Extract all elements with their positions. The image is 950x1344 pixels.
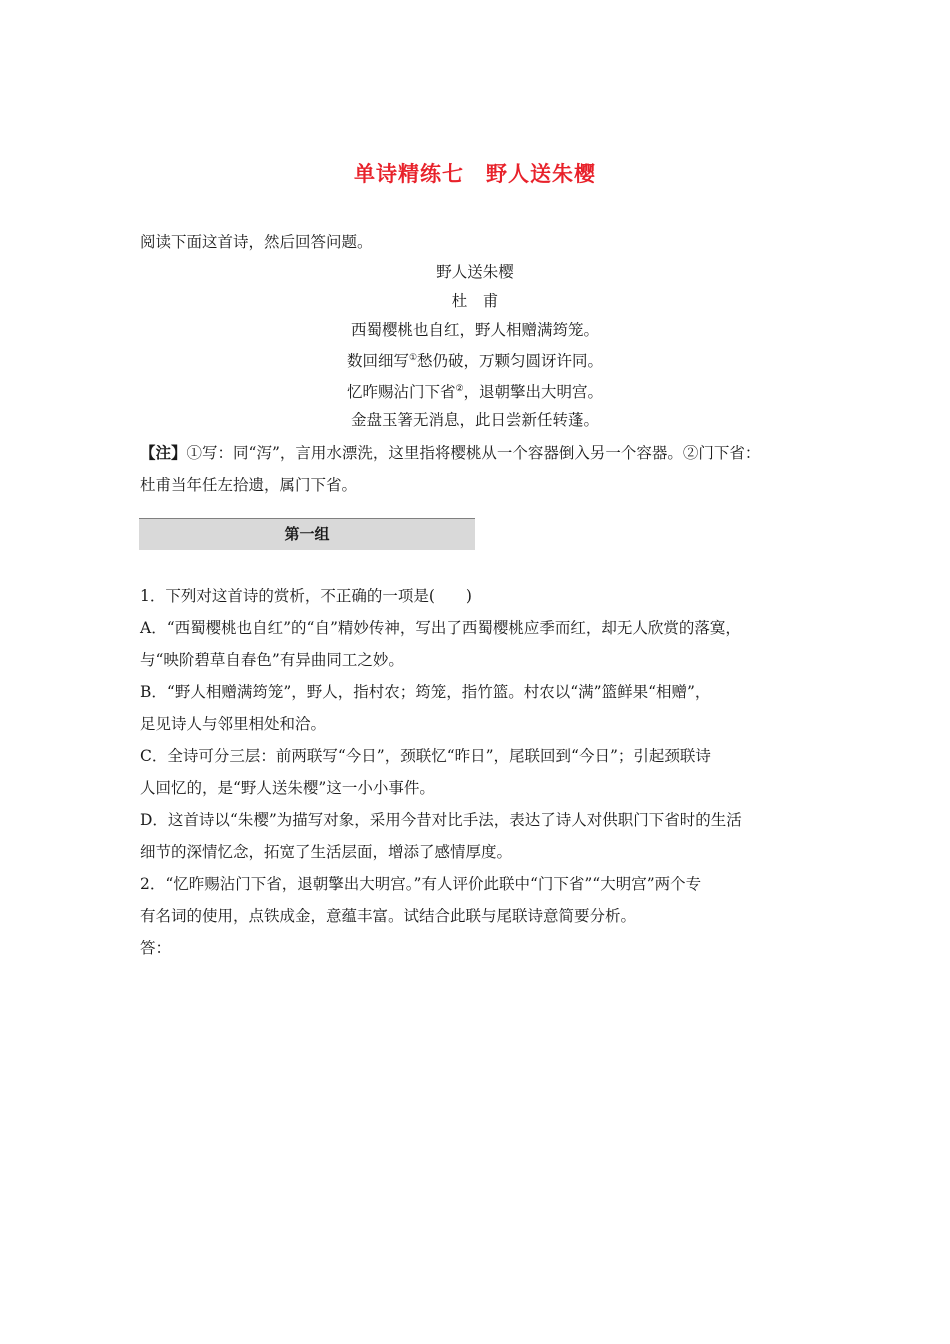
option-d: D．这首诗以“朱樱”为描写对象，采用今昔对比手法，表达了诗人对供职门下省时的生活 xyxy=(140,811,742,829)
question-2-cont: 有名词的使用，点铁成金，意蕴丰富。试结合此联与尾联诗意简要分析。 xyxy=(140,907,637,925)
note-tag: 【注】 xyxy=(140,443,187,462)
note-line: 【注】①写：同“泻”，言用水漂洗，这里指将樱桃从一个容器倒入另一个容器。②门下省： xyxy=(140,443,761,462)
note-line: 杜甫当年任左拾遗，属门下省。 xyxy=(140,476,358,494)
poem-line: 金盘玉箸无消息，此日尝新任转蓬。 xyxy=(350,411,599,429)
instruction-text: 阅读下面这首诗，然后回答问题。 xyxy=(140,233,373,251)
poem-line: 忆昨赐沾门下省②，退朝擎出大明宫。 xyxy=(346,383,604,401)
footnote-mark: ① xyxy=(408,353,418,363)
page-title: 单诗精练七 野人送朱樱 xyxy=(354,161,596,186)
poem-author: 杜 甫 xyxy=(451,292,499,310)
option-d-cont: 细节的深情忆念，拓宽了生活层面，增添了感情厚度。 xyxy=(140,843,513,861)
option-c-cont: 人回忆的，是“野人送朱樱”这一小小事件。 xyxy=(140,779,435,797)
option-a: A．“西蜀樱桃也自红”的“自”精妙传神，写出了西蜀樱桃应季而红，却无人欣赏的落寞， xyxy=(140,619,741,637)
group-header: 第一组 xyxy=(139,518,475,550)
option-a-cont: 与“映阶碧草自春色”有异曲同工之妙。 xyxy=(140,651,404,669)
question-2: 2．“忆昨赐沾门下省，退朝擎出大明宫。”有人评价此联中“门下省”“大明宫”两个专 xyxy=(140,875,702,893)
option-c: C．全诗可分三层：前两联写“今日”，颈联忆“昨日”，尾联回到“今日”；引起颈联诗 xyxy=(140,747,711,765)
poem-title: 野人送朱樱 xyxy=(436,263,514,281)
option-b-cont: 足见诗人与邻里相处和洽。 xyxy=(140,715,327,733)
answer-label: 答： xyxy=(140,939,172,957)
footnote-mark: ② xyxy=(455,384,464,394)
question-line: 1．下列对这首诗的赏析，不正确的一项是( ) xyxy=(140,587,472,605)
poem-line: 数回细写①愁仍破，万颗匀圆讶许同。 xyxy=(346,352,604,370)
option-b: B．“野人相赠满筠笼”，野人，指村农；筠笼，指竹篮。村农以“满”篮鲜果“相赠”， xyxy=(140,683,711,701)
poem-line: 西蜀樱桃也自红，野人相赠满筠笼。 xyxy=(350,321,599,339)
